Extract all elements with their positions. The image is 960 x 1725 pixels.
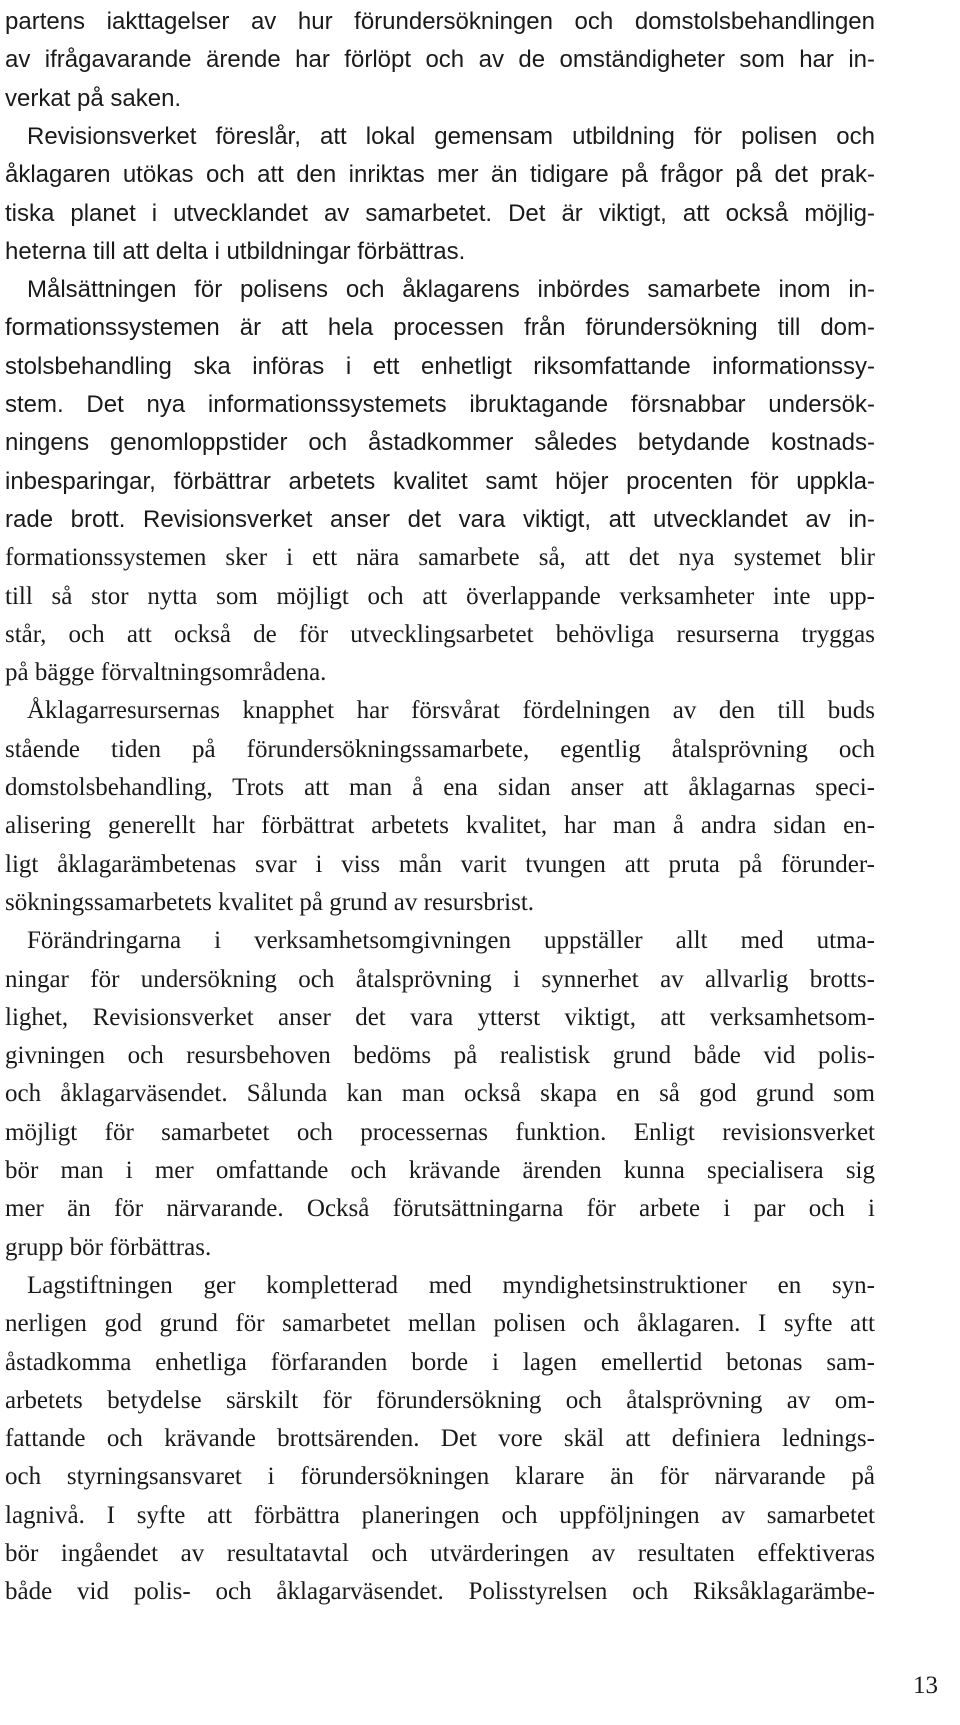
text-line: åstadkomma enhetliga förfaranden borde i lagen emellertid betonas sam- bbox=[5, 1348, 875, 1376]
text-line: domstolsbehandling, Trots att man å ena sidan anser att åklagarnas speci- bbox=[5, 774, 875, 801]
text-line: inbesparingar, förbättrar arbetets kvalitet samt höjer procenten för uppkla- bbox=[5, 467, 875, 495]
page-number: 13 bbox=[913, 1672, 938, 1699]
text-line: möjligt för samarbetet och processernas funktion. Enligt revisionsverket bbox=[5, 1118, 875, 1146]
text-line: Revisionsverket föreslår, att lokal gemensam utbildning för polisen och bbox=[27, 122, 875, 150]
text-line: Åklagarresursernas knapphet har försvårat fördelningen av den till buds bbox=[27, 697, 875, 725]
text-line: nerligen god grund för samarbetet mellan polisen och åklagaren. I syfte att bbox=[5, 1310, 875, 1338]
text-line: Målsättningen för polisens och åklagarens inbördes samarbete inom in- bbox=[27, 276, 875, 304]
text-line: ligt åklagarämbetenas svar i viss mån varit tvungen att pruta på förunder- bbox=[5, 850, 875, 878]
text-line: och styrningsansvaret i förundersökningen klarare än för närvarande på bbox=[5, 1463, 875, 1491]
text-line: på bägge förvaltningsområdena. bbox=[5, 659, 327, 687]
text-line: och åklagarväsendet. Sålunda kan man också skapa en så god grund som bbox=[5, 1080, 875, 1108]
text-line: lighet, Revisionsverket anser det vara ytterst viktigt, att verksamhetsom- bbox=[5, 1003, 875, 1031]
text-line: sökningssamarbetets kvalitet på grund av resursbrist. bbox=[5, 888, 535, 916]
text-line: mer än för närvarande. Också förutsättningarna för arbete i par och i bbox=[5, 1195, 875, 1223]
text-line: formationssystemen sker i ett nära samarbete så, att det nya systemet blir bbox=[5, 544, 875, 572]
text-line: rade brott. Revisionsverket anser det vara viktigt, att utvecklandet av in- bbox=[5, 505, 875, 533]
text-line: stående tiden på förundersökningssamarbete, egentlig åtalsprövning och bbox=[5, 735, 875, 763]
text-line: alisering generellt har förbättrat arbetets kvalitet, har man å andra sidan en- bbox=[5, 812, 875, 840]
text-line: givningen och resursbehoven bedöms på realistisk grund både vid polis- bbox=[5, 1042, 875, 1070]
text-line: bör ingåendet av resultatavtal och utvärderingen av resultaten effektiveras bbox=[5, 1540, 875, 1567]
text-line: fattande och krävande brottsärenden. Det vore skäl att definiera lednings- bbox=[5, 1425, 875, 1453]
text-line: arbetets betydelse särskilt för förundersökning och åtalsprövning av om- bbox=[5, 1386, 875, 1414]
text-line: till så stor nytta som möjligt och att överlappande verksamheter inte upp- bbox=[5, 582, 875, 610]
text-line: Förändringarna i verksamhetsomgivningen uppställer allt med utma- bbox=[27, 927, 875, 955]
text-line: står, och att också de för utvecklingsarbetet behövliga resurserna tryggas bbox=[5, 620, 875, 648]
text-line: heterna till att delta i utbildningar förbättras. bbox=[5, 237, 466, 265]
text-line: åklagaren utökas och att den inriktas mer än tidigare på frågor på det prak- bbox=[5, 161, 875, 189]
text-line: grupp bör förbättras. bbox=[5, 1233, 212, 1261]
text-line: partens iakttagelser av hur förundersökningen och domstolsbehandlingen bbox=[5, 8, 875, 35]
text-line: ningens genomloppstider och åstadkommer således betydande kostnads- bbox=[5, 429, 875, 457]
text-line: både vid polis- och åklagarväsendet. Polisstyrelsen och Riksåklagarämbe- bbox=[5, 1578, 875, 1606]
text-line: tiska planet i utvecklandet av samarbetet. Det är viktigt, att också möjlig- bbox=[5, 199, 875, 227]
text-line: lagnivå. I syfte att förbättra planeringen och uppföljningen av samarbetet bbox=[5, 1501, 875, 1529]
text-line: av ifrågavarande ärende har förlöpt och av de omständigheter som har in- bbox=[5, 46, 875, 74]
text-line: bör man i mer omfattande och krävande ärenden kunna specialisera sig bbox=[5, 1157, 875, 1184]
text-line: stem. Det nya informationssystemets ibruktagande försnabbar undersök- bbox=[5, 391, 875, 418]
text-line: ningar för undersökning och åtalsprövning i synnerhet av allvarlig brotts- bbox=[5, 965, 875, 993]
text-line: verkat på saken. bbox=[5, 84, 182, 112]
text-line: Lagstiftningen ger kompletterad med myndighetsinstruktioner en syn- bbox=[27, 1271, 875, 1299]
text-line: formationssystemen är att hela processen från förundersökning till dom- bbox=[5, 314, 875, 342]
text-line: stolsbehandling ska införas i ett enhetligt riksomfattande informationssy- bbox=[5, 352, 875, 380]
